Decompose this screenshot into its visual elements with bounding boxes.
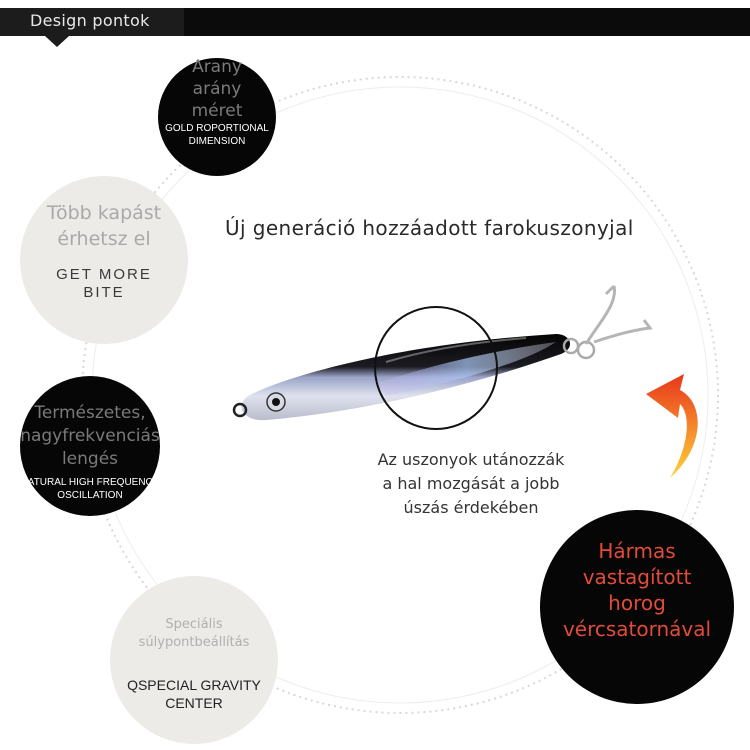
feature-en-line: GET MORE (56, 266, 152, 283)
feature-hu-line: Speciális (165, 617, 223, 632)
hook-feature-circle (540, 510, 734, 704)
feature-hu-line: méret (191, 101, 243, 121)
feature-hu-line: arány (192, 79, 242, 99)
fin-caption (340, 448, 602, 520)
feature-en-line: NATURAL HIGH FREQUENCY (20, 477, 160, 488)
section-tab-label: Design pontok (30, 11, 150, 30)
feature-en-line: QSPECIAL GRAVITY (127, 677, 261, 693)
feature-hu-line: érhetsz el (57, 228, 151, 250)
feature-circle-natural-oscillation (20, 376, 160, 516)
fishing-lure-image (226, 284, 666, 444)
hook-feature-line: Hármas (598, 539, 676, 563)
feature-en-line: CENTER (165, 695, 223, 711)
feature-circle-gold-proportion (158, 58, 276, 176)
feature-en-line: DIMENSION (188, 136, 246, 147)
feature-circle-get-more-bite (20, 176, 188, 344)
feature-circle-gravity-center (110, 576, 278, 744)
feature-hu-line: Arany (192, 57, 242, 77)
feature-hu-line: súlypontbeállítás (138, 635, 250, 650)
fin-caption-line: a hal mozgását a jobb (382, 474, 560, 493)
feature-hu-line: nagyfrekvenciás (20, 426, 160, 446)
curved-arrow-icon (640, 360, 712, 480)
feature-en-line: BITE (83, 284, 125, 301)
fin-caption-line: úszás érdekében (403, 498, 539, 517)
feature-en-line: GOLD ROPORTIONAL (165, 123, 269, 134)
feature-hu-line: Természetes, (34, 403, 146, 423)
feature-hu-line: lengés (61, 449, 119, 469)
product-heading: Új generáció hozzáadott farokuszonyjal (225, 216, 634, 240)
hook-feature-line: vércsatornával (562, 617, 712, 641)
hook-feature-line: vastagított (582, 565, 692, 589)
hook-feature-line: horog (608, 591, 666, 615)
fin-caption-line: Az uszonyok utánozzák (377, 450, 565, 469)
feature-en-line: OSCILLATION (57, 490, 123, 501)
feature-hu-line: Több kapást (46, 202, 162, 224)
